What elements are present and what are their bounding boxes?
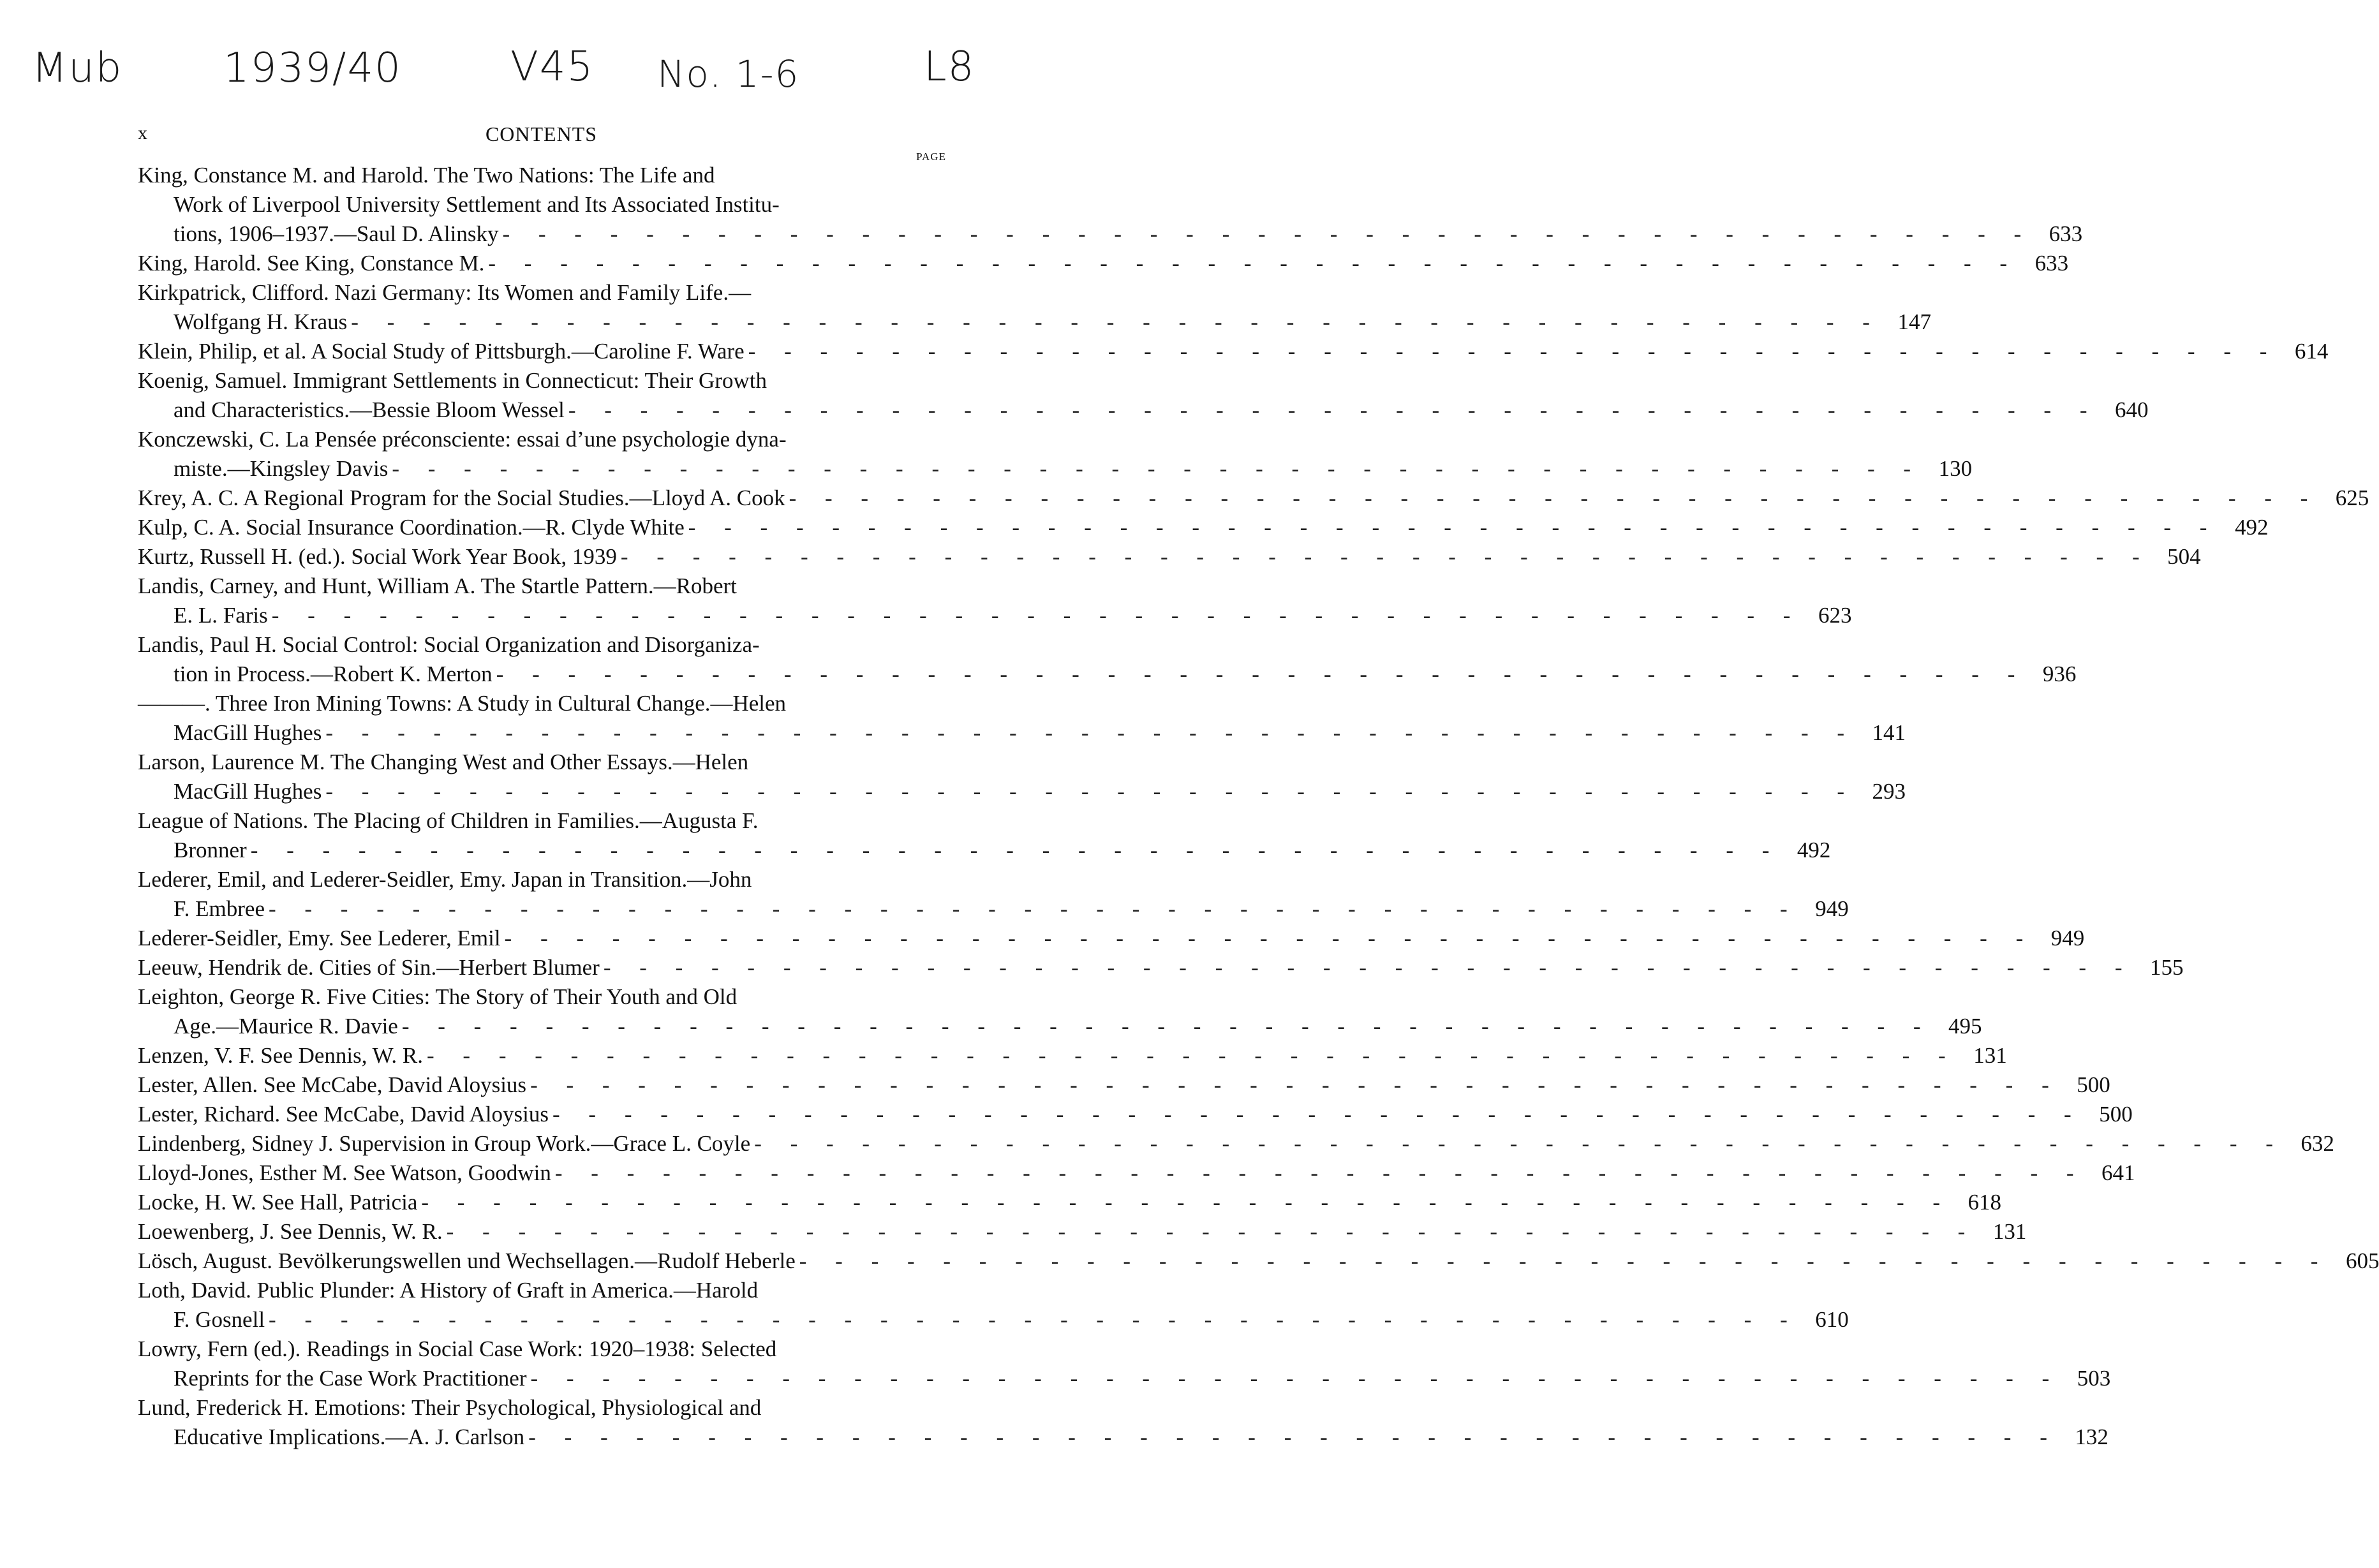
contents-entry — [138, 278, 1931, 337]
contents-entry — [138, 1335, 2111, 1393]
contents-entry — [138, 425, 1973, 484]
entry-page-number: 632 — [2301, 1131, 2334, 1156]
entry-line — [138, 219, 2083, 249]
page-title: CONTENTS — [485, 122, 598, 145]
page-folio: x — [138, 122, 147, 144]
handwritten-note: 1939/40 — [223, 45, 402, 92]
dot-leader: - - - - - - - - - - - - - - - - - - - - - - - - - - - - - - - - - - - - - - - - - - - — [530, 1072, 2061, 1097]
entry-text: F. Embree — [174, 896, 265, 921]
entry-text: Klein, Philip, et al. A Social Study of Pittsburgh.—Caroline F. Ware — [138, 339, 745, 364]
page-column-label: PAGE — [916, 151, 946, 163]
contents-list — [138, 161, 2379, 1452]
contents-entry — [138, 513, 2269, 542]
entry-line — [138, 601, 1852, 630]
entry-page-number: 623 — [1818, 603, 1852, 628]
dot-leader: - - - - - - - - - - - - - - - - - - - - - - - - - - - - - - - - - - - - - - - - - - - — [488, 251, 2019, 276]
entry-line — [138, 1100, 2133, 1129]
contents-entry — [138, 1217, 2027, 1246]
entry-page-number: 633 — [2049, 221, 2083, 246]
entry-text: Reprints for the Case Work Practitioner — [174, 1366, 527, 1391]
entry-line — [138, 484, 2369, 513]
entry-line — [138, 1217, 2027, 1246]
handwritten-note: L8 — [924, 43, 975, 91]
entry-text: Lloyd-Jones, Esther M. See Watson, Goodwin — [138, 1160, 551, 1185]
entry-line — [138, 718, 1906, 748]
entry-text: Koenig, Samuel. Immigrant Settlements in Connecticut: Their Growth — [138, 368, 767, 393]
contents-entry — [138, 748, 1906, 806]
dot-leader: - - - - - - - - - - - - - - - - - - - - - - - - - - - - - - - - - - - - - - - - - - - — [504, 926, 2035, 950]
entry-line — [138, 660, 2077, 689]
contents-entry — [138, 630, 2077, 689]
dot-leader: - - - - - - - - - - - - - - - - - - - - - - - - - - - - - - - - - - - - - - - - - - - — [603, 955, 2134, 980]
contents-entry — [138, 982, 1982, 1041]
dot-leader: - - - - - - - - - - - - - - - - - - - - - - - - - - - - - - - - - - - - - - - - - - - — [754, 1131, 2285, 1156]
dot-leader: - - - - - - - - - - - - - - - - - - - - - - - - - - - - - - - - - - - - - - - - - - - — [552, 1102, 2083, 1127]
entry-text: Lösch, August. Bevölkerungswellen und Wechsellagen.—Rudolf Heberle — [138, 1248, 796, 1273]
contents-entry — [138, 542, 2201, 572]
entry-text: Lederer-Seidler, Emy. See Lederer, Emil — [138, 926, 501, 950]
entry-page-number: 141 — [1872, 720, 1906, 745]
entry-text: Kulp, C. A. Social Insurance Coordination.—R. Clyde White — [138, 515, 685, 540]
entry-page-number: 633 — [2034, 251, 2069, 276]
dot-leader: - - - - - - - - - - - - - - - - - - - - - - - - - - - - - - - - - - - - - - - - - - - — [799, 1248, 2330, 1273]
contents-entry — [138, 953, 2184, 982]
entry-text: MacGill Hughes — [174, 779, 322, 804]
dot-leader: - - - - - - - - - - - - - - - - - - - - - - - - - - - - - - - - - - - - - - - - - - - — [502, 221, 2033, 246]
entry-text: Lenzen, V. F. See Dennis, W. R. — [138, 1043, 424, 1068]
entry-text: Kurtz, Russell H. (ed.). Social Work Year Book, 1939 — [138, 544, 617, 569]
entry-text: Landis, Carney, and Hunt, William A. The Startle Pattern.—Robert — [138, 573, 737, 598]
entry-line — [138, 278, 945, 307]
entry-line — [138, 982, 945, 1012]
contents-entry — [138, 865, 1849, 924]
entry-line — [138, 454, 1973, 484]
entry-text: King, Harold. See King, Constance M. — [138, 251, 485, 276]
entry-page-number: 618 — [1968, 1190, 2002, 1215]
entry-line — [138, 1070, 2110, 1100]
entry-page-number: 949 — [1815, 896, 1849, 921]
entry-line — [138, 1041, 2007, 1070]
entry-line — [138, 1276, 945, 1305]
entry-page-number: 936 — [2042, 662, 2077, 686]
contents-entry — [138, 924, 2085, 953]
entry-page-number: 625 — [2335, 485, 2369, 510]
entry-line — [138, 1188, 2002, 1217]
contents-entry — [138, 1129, 2334, 1158]
dot-leader: - - - - - - - - - - - - - - - - - - - - - - - - - - - - - - - - - - - - - - - - - - - — [789, 485, 2320, 510]
entry-text: miste.—Kingsley Davis — [174, 456, 389, 481]
entry-line — [138, 396, 2149, 425]
entry-page-number: 131 — [1992, 1219, 2027, 1244]
entry-text: Lindenberg, Sidney J. Supervision in Group Work.—Grace L. Coyle — [138, 1131, 751, 1156]
entry-text: Loewenberg, J. See Dennis, W. R. — [138, 1219, 443, 1244]
entry-line — [138, 924, 2085, 953]
entry-line — [138, 366, 945, 396]
dot-leader: - - - - - - - - - - - - - - - - - - - - - - - - - - - - - - - - - - - - - - - - - - - — [554, 1160, 2086, 1185]
entry-line — [138, 806, 945, 836]
dot-leader: - - - - - - - - - - - - - - - - - - - - - - - - - - - - - - - - - - - - - - - - - - - — [269, 896, 1799, 921]
entry-line — [138, 1158, 2135, 1188]
dot-leader: - - - - - - - - - - - - - - - - - - - - - - - - - - - - - - - - - - - - - - - - - - - — [269, 1307, 1799, 1332]
entry-page-number: 605 — [2345, 1248, 2379, 1273]
entry-text: Lester, Richard. See McCabe, David Aloysius — [138, 1102, 549, 1127]
entry-line — [138, 1246, 2379, 1276]
entry-page-number: 131 — [1973, 1043, 2007, 1068]
entry-text: Wolfgang H. Kraus — [174, 309, 348, 334]
entry-page-number: 492 — [2234, 515, 2269, 540]
entry-text: Kirkpatrick, Clifford. Nazi Germany: Its Women and Family Life.— — [138, 280, 752, 305]
contents-entry — [138, 1041, 2007, 1070]
entry-line — [138, 748, 945, 777]
contents-entry — [138, 806, 1831, 865]
contents-entry — [138, 1188, 2002, 1217]
contents-entry — [138, 572, 1852, 630]
entry-text: Larson, Laurence M. The Changing West and Other Essays.—Helen — [138, 750, 749, 774]
contents-entry — [138, 337, 2329, 366]
contents-entry — [138, 366, 2149, 425]
dot-leader: - - - - - - - - - - - - - - - - - - - - - - - - - - - - - - - - - - - - - - - - - - - — [421, 1190, 1952, 1215]
entry-text: Landis, Paul H. Social Control: Social Organization and Disorganiza- — [138, 632, 760, 657]
entry-text: ———. Three Iron Mining Towns: A Study in Cultural Change.—Helen — [138, 691, 787, 716]
entry-line — [138, 572, 945, 601]
entry-text: Educative Implications.—A. J. Carlson — [174, 1424, 525, 1449]
entry-line — [138, 513, 2269, 542]
entry-line — [138, 777, 1906, 806]
entry-line — [138, 1364, 2111, 1393]
entry-text: tions, 1906–1937.—Saul D. Alinsky — [174, 221, 499, 246]
page-header — [138, 122, 946, 163]
entry-line — [138, 542, 2201, 572]
handwritten-annotations — [0, 38, 1023, 108]
entry-line — [138, 190, 945, 219]
contents-entry — [138, 1070, 2110, 1100]
dot-leader: - - - - - - - - - - - - - - - - - - - - - - - - - - - - - - - - - - - - - - - - - - - — [568, 397, 2099, 422]
entry-text: Leighton, George R. Five Cities: The Story of Their Youth and Old — [138, 984, 737, 1009]
entry-text: Leeuw, Hendrik de. Cities of Sin.—Herbert Blumer — [138, 955, 600, 980]
entry-line — [138, 953, 2184, 982]
dot-leader: - - - - - - - - - - - - - - - - - - - - - - - - - - - - - - - - - - - - - - - - - - - — [401, 1014, 1932, 1039]
entry-line — [138, 630, 945, 660]
dot-leader: - - - - - - - - - - - - - - - - - - - - - - - - - - - - - - - - - - - - - - - - - - - — [446, 1219, 1977, 1244]
entry-line — [138, 865, 945, 894]
entry-text: Bronner — [174, 838, 247, 862]
entry-text: and Characteristics.—Bessie Bloom Wessel — [174, 397, 565, 422]
handwritten-note: V45 — [510, 43, 595, 91]
entry-text: E. L. Faris — [174, 603, 268, 628]
contents-entry — [138, 1276, 1849, 1335]
entry-line — [138, 1129, 2334, 1158]
entry-page-number: 132 — [2075, 1424, 2108, 1449]
entry-text: Konczewski, C. La Pensée préconsciente: essai d’une psychologie dyna- — [138, 427, 787, 452]
entry-page-number: 495 — [1948, 1014, 1982, 1039]
entry-text: Age.—Maurice R. Davie — [174, 1014, 398, 1039]
entry-line — [138, 1393, 945, 1423]
entry-text: King, Constance M. and Harold. The Two Nations: The Life and — [138, 163, 715, 188]
contents-entry — [138, 1158, 2135, 1188]
dot-leader: - - - - - - - - - - - - - - - - - - - - - - - - - - - - - - - - - - - - - - - - - - - — [688, 515, 2219, 540]
entry-text: Lester, Allen. See McCabe, David Aloysius — [138, 1072, 527, 1097]
entry-line — [138, 836, 1831, 865]
entry-text: Locke, H. W. See Hall, Patricia — [138, 1190, 418, 1215]
entry-page-number: 155 — [2150, 955, 2184, 980]
entry-line — [138, 337, 2329, 366]
entry-line — [138, 249, 2069, 278]
contents-entry — [138, 1100, 2133, 1129]
dot-leader: - - - - - - - - - - - - - - - - - - - - - - - - - - - - - - - - - - - - - - - - - - - — [325, 779, 1857, 804]
entry-text: F. Gosnell — [174, 1307, 265, 1332]
entry-text: tion in Process.—Robert K. Merton — [174, 662, 493, 686]
entry-line — [138, 425, 945, 454]
entry-line — [138, 307, 1931, 337]
entry-text: Lederer, Emil, and Lederer-Seidler, Emy. Japan in Transition.—John — [138, 867, 752, 892]
entry-page-number: 293 — [1872, 779, 1906, 804]
entry-page-number: 130 — [1938, 456, 1973, 481]
entry-line — [138, 689, 945, 718]
entry-line — [138, 1335, 945, 1364]
entry-line — [138, 161, 945, 190]
entry-text: Lund, Frederick H. Emotions: Their Psychological, Physiological and — [138, 1395, 762, 1420]
dot-leader: - - - - - - - - - - - - - - - - - - - - - - - - - - - - - - - - - - - - - - - - - - - — [528, 1424, 2059, 1449]
dot-leader: - - - - - - - - - - - - - - - - - - - - - - - - - - - - - - - - - - - - - - - - - - - — [250, 838, 1781, 862]
entry-line — [138, 894, 1849, 924]
entry-page-number: 640 — [2115, 397, 2149, 422]
entry-page-number: 614 — [2294, 339, 2329, 364]
entry-page-number: 610 — [1815, 1307, 1849, 1332]
entry-text: MacGill Hughes — [174, 720, 322, 745]
entry-text: Krey, A. C. A Regional Program for the Social Studies.—Lloyd A. Cook — [138, 485, 785, 510]
dot-leader: - - - - - - - - - - - - - - - - - - - - - - - - - - - - - - - - - - - - - - - - - - - — [496, 662, 2027, 686]
entry-page-number: 504 — [2167, 544, 2201, 569]
handwritten-note: Mub — [32, 45, 123, 92]
dot-leader: - - - - - - - - - - - - - - - - - - - - - - - - - - - - - - - - - - - - - - - - - - - — [748, 339, 2279, 364]
contents-entry — [138, 484, 2369, 513]
entry-page-number: 492 — [1797, 838, 1831, 862]
entry-page-number: 503 — [2077, 1366, 2111, 1391]
dot-leader: - - - - - - - - - - - - - - - - - - - - - - - - - - - - - - - - - - - - - - - - - - - — [271, 603, 1802, 628]
entry-text: League of Nations. The Placing of Children in Families.—Augusta F. — [138, 808, 759, 833]
contents-entry — [138, 161, 2083, 249]
entry-line — [138, 1423, 2108, 1452]
entry-page-number: 641 — [2101, 1160, 2135, 1185]
entry-text: Lowry, Fern (ed.). Readings in Social Case Work: 1920–1938: Selected — [138, 1336, 777, 1361]
entry-line — [138, 1305, 1849, 1335]
entry-page-number: 147 — [1897, 309, 1931, 334]
entry-page-number: 949 — [2050, 926, 2085, 950]
contents-entry — [138, 1393, 2108, 1452]
handwritten-note: No. 1-6 — [657, 52, 800, 96]
dot-leader: - - - - - - - - - - - - - - - - - - - - - - - - - - - - - - - - - - - - - - - - - - - — [620, 544, 2151, 569]
entry-page-number: 500 — [2099, 1102, 2133, 1127]
contents-entry — [138, 249, 2069, 278]
entry-text: Work of Liverpool University Settlement and Its Associated Institu- — [174, 192, 780, 217]
entry-text: Loth, David. Public Plunder: A History of Graft in America.—Harold — [138, 1278, 759, 1303]
dot-leader: - - - - - - - - - - - - - - - - - - - - - - - - - - - - - - - - - - - - - - - - - - - — [530, 1366, 2061, 1391]
entry-line — [138, 1012, 1982, 1041]
contents-entry — [138, 1246, 2379, 1276]
dot-leader: - - - - - - - - - - - - - - - - - - - - - - - - - - - - - - - - - - - - - - - - - - - — [351, 309, 1881, 334]
dot-leader: - - - - - - - - - - - - - - - - - - - - - - - - - - - - - - - - - - - - - - - - - - - — [427, 1043, 1957, 1068]
contents-entry — [138, 689, 1906, 748]
dot-leader: - - - - - - - - - - - - - - - - - - - - - - - - - - - - - - - - - - - - - - - - - - - — [392, 456, 1923, 481]
dot-leader: - - - - - - - - - - - - - - - - - - - - - - - - - - - - - - - - - - - - - - - - - - - — [325, 720, 1857, 745]
entry-page-number: 500 — [2077, 1072, 2110, 1097]
